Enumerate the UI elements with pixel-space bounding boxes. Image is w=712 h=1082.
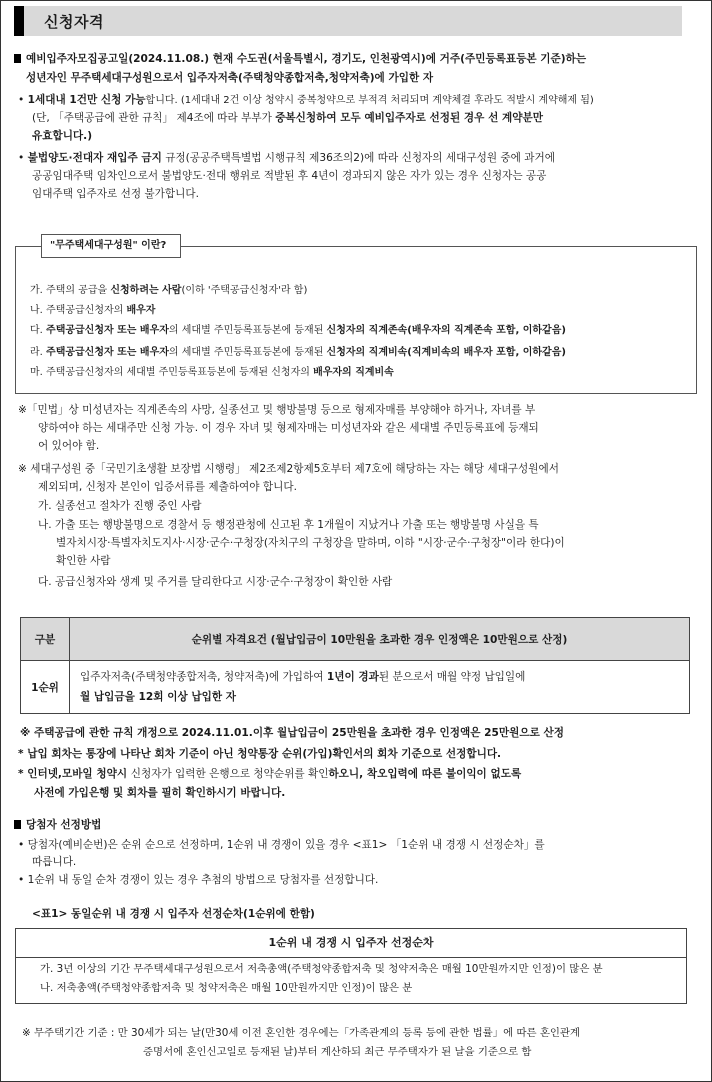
- note-exclusion-na-line2: 별자치시장·특별자치도지사·시장·군수·구청장(자치구의 구청장을 말하며, 이하 "시장·군수·구청장"이라 한다)이: [56, 537, 565, 549]
- note-online-line1: * 인터넷,모바일 청약시 신청자가 입력한 은행으로 청약순위를 확인하오니, 착오입력에 따른 불이익이 없도록: [18, 768, 522, 780]
- qualification-col-category: 구분: [21, 618, 70, 661]
- note-online-line2: 사전에 가입은행 및 회차를 필히 확인하시기 바랍니다.: [34, 787, 286, 799]
- eligibility-lead-line1: 예비입주자모집공고일(2024.11.08.) 현재 수도권(서울특별시, 경기도, 인천광역시)에 거주(주민등록표등본 기준)하는: [14, 52, 586, 67]
- requirement-cell: 입주자저축(주택청약종합저축, 청약저축)에 가입하여 1년이 경과된 분으로서 매월 약정 납입일에 월 납입금을 12회 이상 납입한 자: [70, 661, 690, 714]
- square-bullet-icon: [14, 54, 21, 63]
- note-minor-line2: 양하여야 하는 세대주만 신청 가능. 이 경우 자녀 및 형제자매는 미성년자와 같은 세대별 주민등록표에 등재되: [38, 422, 539, 434]
- note-minor-line1: ※「민법」상 미성년자는 직계존속의 사망, 실종선고 및 행방불명 등으로 형제자매를 부양해야 하거나, 자녀를 부: [18, 404, 536, 416]
- square-bullet-icon: [14, 820, 21, 829]
- selection-heading: 당첨자 선정방법: [14, 818, 101, 833]
- bullet-one-line3: 유효합니다.): [32, 130, 93, 142]
- note-payment-count: * 납입 회차는 통장에 나타난 회차 기준이 아닌 청약통장 순위(가입)확인서의 회차 기준으로 선정합니다.: [18, 748, 502, 760]
- selection-rule-line2: 따릅니다.: [32, 856, 77, 868]
- selection-rule-lottery: • 1순위 내 동일 순차 경쟁이 있는 경우 추첨의 방법으로 당첨자를 선정합니다.: [18, 874, 379, 886]
- bullet-illegal-transfer: • 불법양도·전대자 재입주 금지 규정(공공주택특별법 시행규칙 제36조의2)에 따라 신청자의 세대구성원 중에 과거에: [18, 152, 555, 164]
- footnote-line2: 증명서에 혼인신고일로 등재된 날)부터 계산하되 최근 무주택자가 된 날을 기준으로 함: [143, 1046, 532, 1058]
- note-amendment: ※ 주택공급에 관한 규칙 개정으로 2024.11.01.이후 월납입금이 25만원을 초과한 경우 인정액은 25만원으로 산정: [20, 727, 564, 739]
- section-title-bar: [14, 6, 682, 36]
- definition-item-ga: 가. 주택의 공급을 신청하려는 사람(이하 '주택공급신청자'라 함): [30, 285, 308, 296]
- footnote-line1: ※ 무주택기간 기준 : 만 30세가 되는 날(만30세 이전 혼인한 경우에는「가족관계의 등록 등에 관한 법률」에 따른 혼인관계: [22, 1027, 580, 1039]
- bullet-illegal-transfer-line3: 임대주택 입주자로 선정 불가합니다.: [32, 188, 199, 200]
- eligibility-lead-line2: 성년자인 무주택세대구성원으로서 입주자저축(주택청약종합저축,청약저축)에 가입한 자: [26, 72, 434, 84]
- definition-item-ma: 마. 주택공급신청자의 세대별 주민등록표등본에 등재된 신청자의 배우자의 직계비속: [30, 367, 394, 378]
- section-title: 신청자격: [44, 13, 104, 31]
- rank-cell: 1순위: [21, 661, 70, 714]
- selection-order-na: 나. 저축총액(주택청약종합저축 및 청약저축은 매월 10만원까지만 인정)이 많은 분: [40, 982, 413, 994]
- note-exclusion-line1: ※ 세대구성원 중「국민기초생활 보장법 시행령」 제2조제2항제5호부터 제7호에 해당하는 자는 해당 세대구성원에서: [18, 463, 559, 475]
- qualification-table-header: [21, 618, 690, 661]
- note-exclusion-line2: 제외되며, 신청자 본인이 입증서류를 제출하여야 합니다.: [38, 481, 297, 493]
- note-minor-line3: 어 있어야 함.: [38, 440, 100, 452]
- note-exclusion-na-line1: 나. 가출 또는 행방불명으로 경찰서 등 행정관청에 신고된 후 1개월이 지났거나 가출 또는 행방불명 사실을 특: [38, 519, 539, 531]
- note-exclusion-na-line3: 확인한 사람: [56, 555, 111, 567]
- selection-order-header: 1순위 내 경쟁 시 입주자 선정순차: [16, 929, 686, 958]
- bullet-one-line2: (단, 「주택공급에 관한 규칙」 제4조에 따라 부부가 중복신청하여 모두 예비입주자로 선정된 경우 선 계약분만: [32, 112, 543, 124]
- bullet-illegal-transfer-line2: 공공임대주택 임차인으로서 불법양도·전대 행위로 적발된 후 4년이 경과되지 않은 자가 있는 경우 신청자는 공공: [32, 170, 547, 182]
- selection-order-ga: 가. 3년 이상의 기간 무주택세대구성원으로서 저축총액(주택청약종합저축 및 청약저축은 매월 10만원까지만 인정)이 많은 분: [40, 963, 603, 975]
- definition-tag: "무주택세대구성원" 이란?: [41, 234, 181, 258]
- qualification-col-requirement: 순위별 자격요건 (월납입금이 10만원을 초과한 경우 인정액은 10만원으로 산정): [70, 618, 690, 661]
- qualification-table: [20, 617, 690, 714]
- definition-item-ra: 라. 주택공급신청자 또는 배우자의 세대별 주민등록표등본에 등재된 신청자의 직계비속(직계비속의 배우자 포함, 이하같음): [30, 347, 566, 358]
- definition-item-da: 다. 주택공급신청자 또는 배우자의 세대별 주민등록표등본에 등재된 신청자의 직계존속(배우자의 직계존속 포함, 이하같음): [30, 325, 566, 336]
- definition-item-na: 나. 주택공급신청자의 배우자: [30, 305, 156, 316]
- note-exclusion-ga: 가. 실종선고 절차가 진행 중인 사람: [38, 500, 202, 512]
- bullet-one-household: • 1세대내 1건만 신청 가능합니다. (1세대내 2건 이상 청약시 중복청약으로 부적격 처리되며 계약체결 후라도 적발시 계약해제 됨): [18, 94, 594, 106]
- note-exclusion-da: 다. 공급신청자와 생계 및 주거를 달리한다고 시장·군수·구청장이 확인한 사람: [38, 576, 393, 588]
- selection-rule-line1: • 당첨자(예비순번)은 순위 순으로 선정하며, 1순위 내 경쟁이 있을 경우 <표1> 「1순위 내 경쟁 시 선정순차」를: [18, 839, 545, 851]
- table-row: [21, 661, 690, 714]
- table1-caption: <표1> 동일순위 내 경쟁 시 입주자 선정순차(1순위에 한함): [32, 908, 315, 920]
